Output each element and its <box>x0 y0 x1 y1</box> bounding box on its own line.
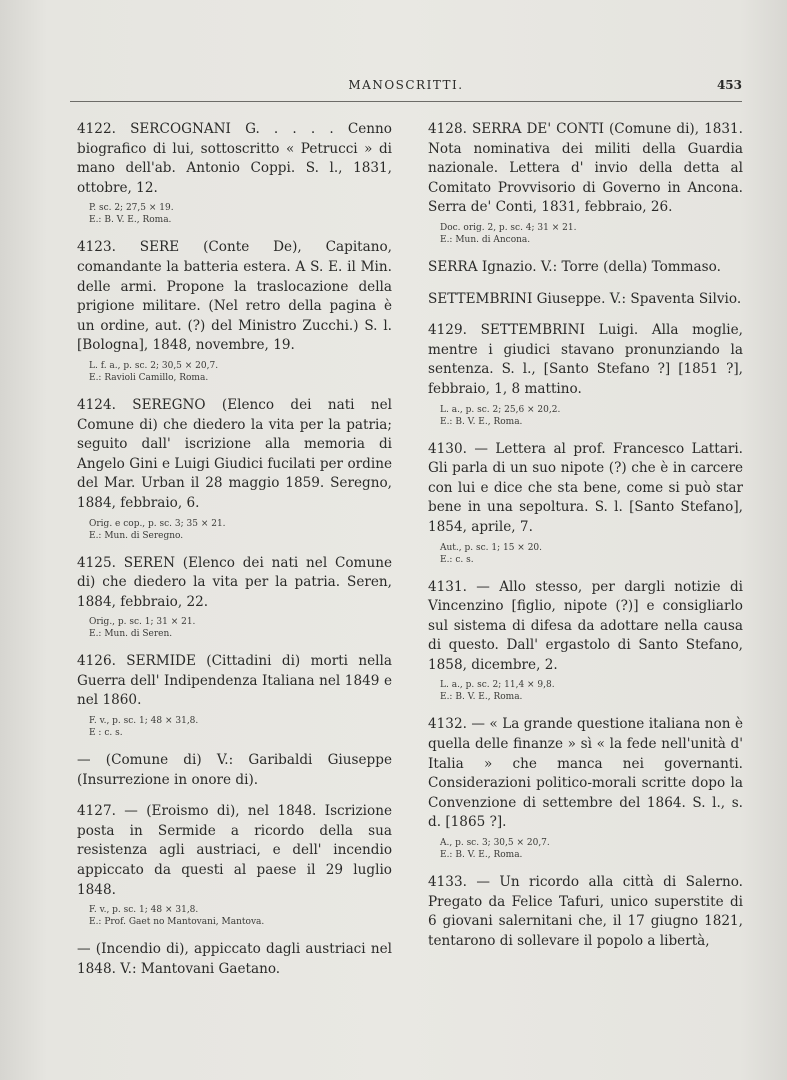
section-title: MANOSCRITTI. <box>348 78 464 92</box>
entry-text: 4123. SERE (Conte De), Capitano, comandante la batteria estera. A S. E. il Min. delle armi. Propone la traslocazione della prigione militare. (Nel retro della pagina è un ordine, aut. (?) del Ministro Zucchi.) S. l. [Bologna], 1848, novembre, 19. <box>77 239 392 354</box>
entry-text: 4126. SERMIDE (Cittadini di) morti nella Guerra dell' Indipendenza Italiana nel 1849 e nel 1860. <box>77 653 392 709</box>
entry-text: 4129. SETTEMBRINI Luigi. Alla moglie, mentre i giudici stavano pronunziando la sentenza. S. l., [Santo Stefano ?] [1851 ?], febbraio, 1, 8 mattino. <box>428 322 743 397</box>
note-line: E.: B. V. E., Roma. <box>89 215 172 226</box>
entry-notes <box>77 518 392 542</box>
page-number: 453 <box>716 78 742 92</box>
entry-text: — (Incendio di), appiccato dagli austriaci nel 1848. V.: Mantovani Gaetano. <box>77 941 392 977</box>
entry-4133 <box>428 873 743 951</box>
entry-notes <box>428 222 743 246</box>
note-line: E.: B. V. E., Roma. <box>440 850 523 861</box>
note-line: E.: Ravioli Camillo, Roma. <box>89 372 209 383</box>
entry-4122 <box>77 120 392 226</box>
header-rule <box>70 101 742 102</box>
entry-4125 <box>77 554 392 641</box>
cross-reference-incendio <box>77 940 392 979</box>
entry-text: SERRA Ignazio. V.: Torre (della) Tommaso. <box>428 258 721 275</box>
note-line: L. f. a., p. sc. 2; 30,5 × 20,7. <box>89 360 219 371</box>
entry-text: 4130. — Lettera al prof. Francesco Lattari. Gli parla di un suo nipote (?) che è in carcere con lui e dice che sta bene, come si può star bene in una sepoltura. S. l. [Santo Stefano], 1854, aprile, 7. <box>428 440 743 535</box>
cross-reference-serra <box>428 258 743 278</box>
entry-notes <box>428 404 743 428</box>
entry-4128 <box>428 120 743 246</box>
entry-text: 4131. — Allo stesso, per dargli notizie di Vincenzino [figlio, nipote (?)] e consigliarlo sul sistema di difesa da adottare nella causa di questo. Dall' ergastolo di Santo Stefano, 1858, dicembre, 2. <box>428 578 743 673</box>
cross-reference-settembrini-giuseppe <box>428 290 743 310</box>
note-line: P. sc. 2; 27,5 × 19. <box>89 203 174 214</box>
entry-4126 <box>77 652 392 739</box>
note-line: Orig., p. sc. 1; 31 × 21. <box>89 617 196 628</box>
note-line: E : c. s. <box>89 728 123 739</box>
note-line: Doc. orig. 2, p. sc. 4; 31 × 21. <box>440 222 577 233</box>
entry-text: 4133. — Un ricordo alla città di Salerno. Pregato da Felice Tafuri, unico superstite di 6 giovani salernitani che, il 17 giugno 1821, tentarono di sollevare il popolo a libertà, <box>428 874 743 949</box>
note-line: E.: Mun. di Seren. <box>89 629 173 640</box>
entry-notes <box>77 715 392 739</box>
note-line: Aut., p. sc. 1; 15 × 20. <box>440 542 543 553</box>
entry-text: 4125. SEREN (Elenco dei nati nel Comune di) che diedero la vita per la patria. Seren, 1884, febbraio, 22. <box>77 554 392 610</box>
entry-text: SETTEMBRINI Giuseppe. V.: Spaventa Silvio. <box>428 290 742 307</box>
entry-text: — (Comune di) V.: Garibaldi Giuseppe (Insurrezione in onore di). <box>77 752 392 788</box>
entry-4132 <box>428 715 743 861</box>
note-line: F. v., p. sc. 1; 48 × 31,8. <box>89 905 199 916</box>
entry-4130 <box>428 440 743 566</box>
running-header <box>70 78 742 100</box>
note-line: E.: Mun. di Ancona. <box>440 234 531 245</box>
note-line: E.: c. s. <box>440 554 474 565</box>
entry-text: 4132. — « La grande questione italiana non è quella delle finanze » sì « la fede nell'unità d' Italia » che manca nei governanti. Considerazioni politico-morali scritte dopo la Convenzione di settembre del 1864. S. l., s. d. [1865 ?]. <box>428 716 743 831</box>
entry-notes <box>77 360 392 384</box>
left-column <box>77 120 392 991</box>
entry-4123 <box>77 238 392 384</box>
entry-text: 4124. SEREGNO (Elenco dei nati nel Comune di) che diedero la vita per la patria; seguito dall' iscrizione alla memoria di Angelo Gini e Luigi Giudici fucilati per ordine del Mar. Urban il 28 maggio 1859. Seregno, 1884, febbraio, 6. <box>77 396 392 511</box>
note-line: L. a., p. sc. 2; 25,6 × 20,2. <box>440 404 561 415</box>
cross-reference-sermide <box>77 751 392 790</box>
entry-text: 4127. — (Eroismo di), nel 1848. Iscrizione posta in Sermide a ricordo della sua resistenza agli austriaci, e dell' incendio appiccato da questi al paese il 29 luglio 1848. <box>77 803 392 898</box>
note-line: E.: Prof. Gaet no Mantovani, Mantova. <box>89 917 265 928</box>
entry-notes <box>428 837 743 861</box>
note-line: E.: B. V. E., Roma. <box>440 416 523 427</box>
entry-notes <box>428 679 743 703</box>
note-line: L. a., p. sc. 2; 11,4 × 9,8. <box>440 680 555 691</box>
entry-4127 <box>77 802 392 928</box>
entry-notes <box>77 904 392 928</box>
note-line: E.: B. V. E., Roma. <box>440 692 523 703</box>
entry-4129 <box>428 321 743 427</box>
note-line: Orig. e cop., p. sc. 3; 35 × 21. <box>89 518 226 529</box>
entry-text: 4122. SERCOGNANI G. . . . . Cenno biografico di lui, sottoscritto « Petrucci » di mano dell'ab. Antonio Coppi. S. l., 1831, ottobre, 12. <box>77 121 392 196</box>
entry-4131 <box>428 578 743 704</box>
note-line: A., p. sc. 3; 30,5 × 20,7. <box>440 838 550 849</box>
entry-4124 <box>77 396 392 542</box>
note-line: E.: Mun. di Seregno. <box>89 530 184 541</box>
right-column <box>428 120 743 963</box>
note-line: F. v., p. sc. 1; 48 × 31,8. <box>89 716 199 727</box>
entry-notes <box>77 616 392 640</box>
entry-notes <box>77 202 392 226</box>
entry-text: 4128. SERRA DE' CONTI (Comune di), 1831. Nota nominativa dei militi della Guardia nazionale. Lettera d' invio della detta al Comitato Provvisorio di Governo in Ancona. Serra de' Conti, 1831, febbraio, 26. <box>428 121 743 216</box>
entry-notes <box>428 542 743 566</box>
